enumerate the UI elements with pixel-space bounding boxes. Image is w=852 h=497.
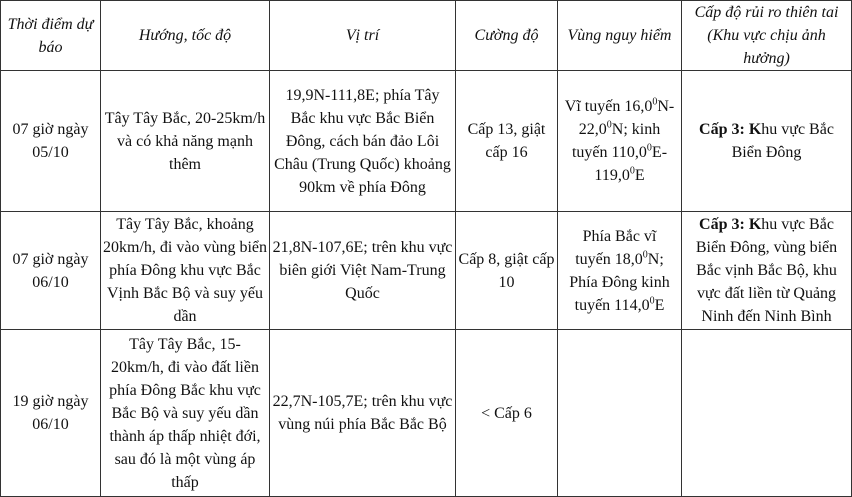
row-direction: Tây Tây Bắc, khoảng 20km/h, đi vào vùng biển phía Đông khu vực Bắc Vịnh Bắc Bộ và suy yếu dần [101, 212, 270, 330]
row-risk-level [682, 212, 852, 330]
table-row [1, 71, 852, 212]
row-position: 19,9N-111,8E; phía Tây Bắc khu vực Bắc Biển Đông, cách bán đảo Lôi Châu (Trung Quốc) khoảng 90km về phía Đông [270, 71, 456, 212]
row-intensity: < Cấp 6 [456, 330, 558, 497]
row-direction: Tây Tây Bắc, 20-25km/h và có khả năng mạnh thêm [101, 71, 270, 212]
danger-zone-text: Vĩ tuyến 16,0$^0$N- 22,0$^0$N; kinh tuyến 110,0$^0$E- 119,0$^0$E [564, 96, 675, 184]
row-time: 07 giờ ngày 06/10 [1, 212, 101, 330]
row-risk-level [682, 71, 852, 212]
risk-level-label: Cấp 3: K [699, 216, 762, 233]
row-time: 07 giờ ngày 05/10 [1, 71, 101, 212]
row-position: 21,8N-107,6E; trên khu vực biên giới Việt Nam-Trung Quốc [270, 212, 456, 330]
header-position: Vị trí [270, 1, 456, 71]
row-intensity: Cấp 13, giật cấp 16 [456, 71, 558, 212]
row-intensity: Cấp 8, giật cấp 10 [456, 212, 558, 330]
row-danger-zone [558, 212, 682, 330]
header-row [1, 1, 852, 71]
row-risk-level [682, 330, 852, 497]
table-row [1, 212, 852, 330]
header-direction: Hướng, tốc độ [101, 1, 270, 71]
row-time: 19 giờ ngày 06/10 [1, 330, 101, 497]
header-intensity: Cường độ [456, 1, 558, 71]
risk-area-text: hu vực Bắc Biển Đông, vùng biển Bắc vịnh Bắc Bộ, khu vực đất liền từ Quảng Ninh đến Ninh Bình [695, 216, 838, 325]
row-direction: Tây Tây Bắc, 15-20km/h, đi vào đất liền phía Đông Bắc khu vực Bắc Bộ và suy yếu dần thành áp thấp nhiệt đới, sau đó là một vùng áp thấp [101, 330, 270, 497]
danger-zone-text: Phía Bắc vĩ tuyến 18,0$^0$N; Phía Đông kinh tuyến 114,0$^0$E [569, 227, 670, 314]
risk-level-label: Cấp 3: K [699, 121, 762, 138]
row-danger-zone [558, 330, 682, 497]
row-position: 22,7N-105,7E; trên khu vực vùng núi phía Bắc Bắc Bộ [270, 330, 456, 497]
table-row [1, 330, 852, 497]
row-danger-zone [558, 71, 682, 212]
header-time: Thời điểm dự báo [1, 1, 101, 71]
risk-area-text: hu vực Bắc Biển Đông [731, 121, 834, 161]
header-danger-zone: Vùng nguy hiểm [558, 1, 682, 71]
header-risk-level: Cấp độ rủi ro thiên tai (Khu vực chịu ảnh hưởng) [682, 1, 852, 71]
